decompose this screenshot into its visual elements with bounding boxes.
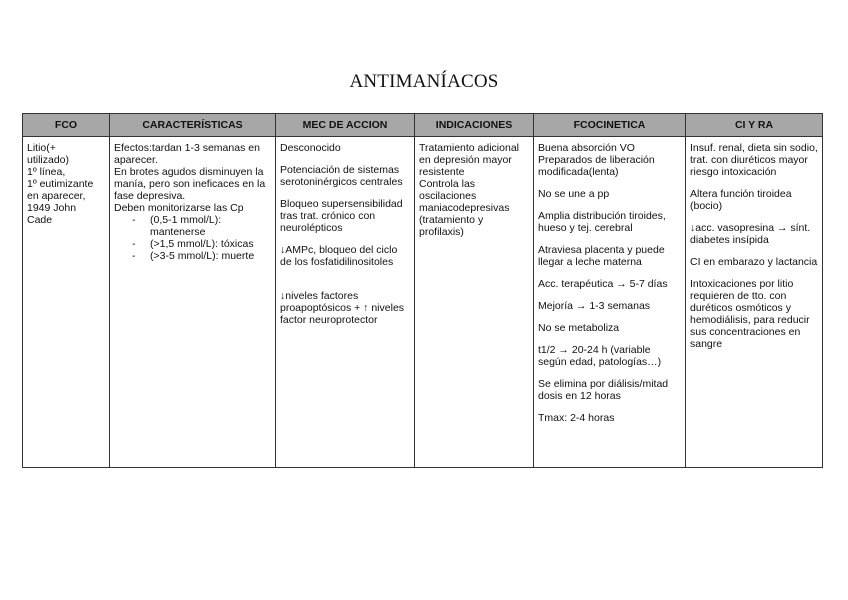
mecanismo-paragraph: ↓niveles factores proapoptósicos + ↑ niveles factor neuroprotector bbox=[280, 290, 405, 326]
farmacocinetica-paragraph: Atraviesa placenta y puede llegar a leche materna bbox=[538, 244, 665, 268]
mecanismo-paragraph: Bloqueo supersensibilidad tras trat. crónico con neurolépticos bbox=[280, 198, 403, 234]
list-dash: - bbox=[132, 238, 136, 250]
mecanismo-paragraph: Desconocido bbox=[280, 142, 341, 154]
header-caracteristicas: CARACTERÍSTICAS bbox=[110, 114, 276, 137]
farmacocinetica-paragraph: No se une a pp bbox=[538, 188, 610, 200]
list-dash: - bbox=[132, 214, 136, 226]
list-item bbox=[114, 238, 271, 250]
fco-text: Litio(+ utilizado) 1º línea, 1º eutimizante en aparecer, 1949 John Cade bbox=[27, 142, 94, 226]
farmacocinetica-paragraph: t1/2 → 20-24 h (variable según edad, patologías…) bbox=[538, 344, 662, 368]
farmacocinetica-paragraph: Se elimina por diálisis/mitad dosis en 12 horas bbox=[538, 378, 669, 402]
farmacocinetica-paragraph: Buena absorción VO Preparados de liberación modificada(lenta) bbox=[538, 142, 655, 178]
ci-ra-paragraph: ↓acc. vasopresina → sínt. diabetes insípida bbox=[690, 222, 811, 246]
cell-caracteristicas bbox=[110, 137, 276, 468]
list-item bbox=[114, 250, 271, 262]
header-ci-ra: CI Y RA bbox=[686, 114, 823, 137]
table-row bbox=[23, 137, 823, 468]
list-item bbox=[114, 214, 271, 238]
cell-indicaciones bbox=[415, 137, 534, 468]
header-fco: FCO bbox=[23, 114, 110, 137]
ci-ra-paragraph: CI en embarazo y lactancia bbox=[690, 256, 818, 268]
cell-ci-ra bbox=[686, 137, 823, 468]
list-dash: - bbox=[132, 250, 136, 262]
farmacocinetica-paragraph: Amplia distribución tiroides, hueso y tej. cerebral bbox=[538, 210, 666, 234]
farmacocinetica-paragraph: Mejoría → 1-3 semanas bbox=[538, 300, 651, 312]
indicaciones-text: Tratamiento adicional en depresión mayor resistente Controla las oscilaciones maniacodepresivas (tratamiento y profilaxis) bbox=[419, 142, 519, 238]
page-title: ANTIMANÍACOS bbox=[349, 71, 499, 92]
list-item-text: (0,5-1 mmol/L): mantenerse bbox=[150, 214, 222, 238]
list-item-text: (>1,5 mmol/L): tóxicas bbox=[150, 238, 254, 250]
mecanismo-paragraph: ↓AMPc, bloqueo del ciclo de los fosfatidilinositoles bbox=[280, 244, 398, 268]
cell-mecanismo bbox=[276, 137, 415, 468]
cell-fco bbox=[23, 137, 110, 468]
cell-farmacocinetica bbox=[534, 137, 686, 468]
mecanismo-paragraph: Potenciación de sistemas serotoninérgicos centrales bbox=[280, 164, 403, 188]
header-farmacocinetica: FCOCINETICA bbox=[534, 114, 686, 137]
ci-ra-paragraph: Intoxicaciones por litio requieren de tto. con duréticos osmóticos y hemodiálisis, para reducir sus concentraciones en sangre bbox=[690, 278, 810, 350]
drug-table bbox=[22, 113, 823, 468]
caracteristicas-intro: Efectos:tardan 1-3 semanas en aparecer. En brotes agudos disminuyen la manía, pero son ineficaces en la fase depresiva. Deben monitorizarse las Cp bbox=[114, 142, 266, 214]
table-header-row bbox=[23, 114, 823, 137]
ci-ra-paragraph: Insuf. renal, dieta sin sodio, trat. con diuréticos mayor riesgo intoxicación bbox=[690, 142, 818, 178]
farmacocinetica-paragraph: Tmax: 2-4 horas bbox=[538, 412, 615, 424]
farmacocinetica-paragraph: No se metaboliza bbox=[538, 322, 620, 334]
header-indicaciones: INDICACIONES bbox=[415, 114, 534, 137]
ci-ra-paragraph: Altera función tiroidea (bocio) bbox=[690, 188, 792, 212]
list-item-text: (>3-5 mmol/L): muerte bbox=[150, 250, 255, 262]
header-mecanismo: MEC DE ACCION bbox=[276, 114, 415, 137]
farmacocinetica-paragraph: Acc. terapéutica → 5-7 días bbox=[538, 278, 668, 290]
